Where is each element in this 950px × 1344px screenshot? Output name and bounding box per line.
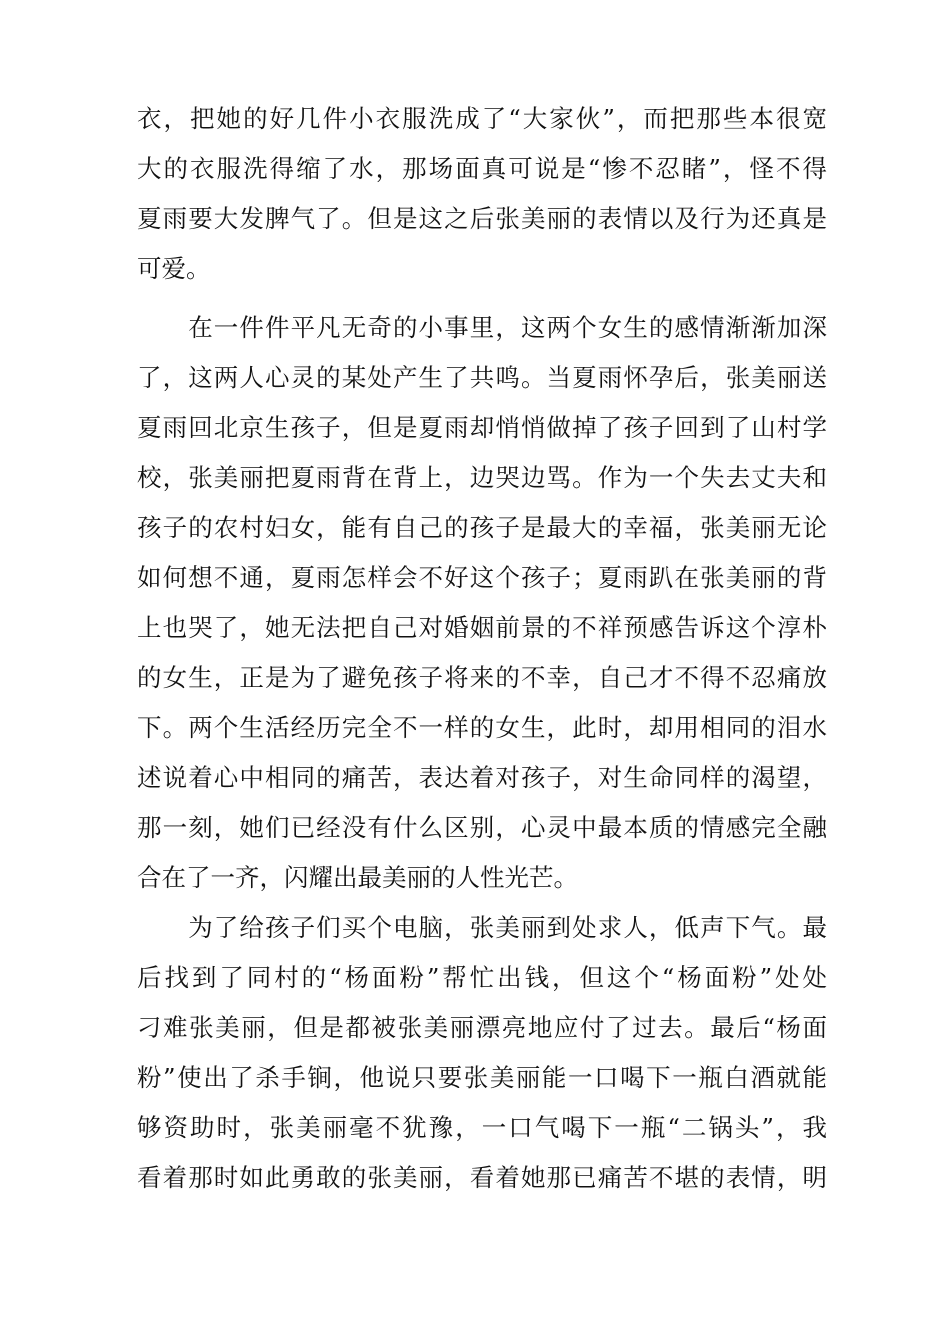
text-line: 如何想不通，夏雨怎样会不好这个孩子；夏雨趴在张美丽的背: [137, 563, 827, 592]
text-line: 合在了一齐，闪耀出最美丽的人性光芒。: [137, 863, 578, 892]
text-line: 为了给孩子们买个电脑，张美丽到处求人，低声下气。最: [137, 913, 827, 942]
text-line: 看着那时如此勇敢的张美丽，看着她那已痛苦不堪的表情，明: [137, 1163, 827, 1192]
text-line: 夏雨回北京生孩子，但是夏雨却悄悄做掉了孩子回到了山村学: [137, 413, 827, 442]
text-line: 了，这两人心灵的某处产生了共鸣。当夏雨怀孕后，张美丽送: [137, 363, 827, 392]
text-line: 孩子的农村妇女，能有自己的孩子是最大的幸福，张美丽无论: [137, 513, 827, 542]
text-line: 上也哭了，她无法把自己对婚姻前景的不祥预感告诉这个淳朴: [137, 613, 827, 642]
text-line: 校，张美丽把夏雨背在背上，边哭边骂。作为一个失去丈夫和: [137, 463, 827, 492]
text-line: 夏雨要大发脾气了。但是这之后张美丽的表情以及行为还真是: [137, 204, 827, 233]
text-line: 后找到了同村的“杨面粉”帮忙出钱，但这个“杨面粉”处处: [137, 963, 827, 992]
text-line: 大的衣服洗得缩了水，那场面真可说是“惨不忍睹”，怪不得: [137, 154, 827, 183]
text-line: 在一件件平凡无奇的小事里，这两个女生的感情渐渐加深: [137, 313, 827, 342]
text-line: 可爱。: [137, 254, 211, 283]
text-line: 的女生，正是为了避免孩子将来的不幸，自己才不得不忍痛放: [137, 663, 827, 692]
text-line: 够资助时，张美丽毫不犹豫，一口气喝下一瓶“二锅头”，我: [137, 1113, 827, 1142]
text-line: 衣，把她的好几件小衣服洗成了“大家伙”，而把那些本很宽: [137, 104, 827, 133]
text-line: 粉”使出了杀手锏，他说只要张美丽能一口喝下一瓶白酒就能: [137, 1063, 827, 1092]
text-line: 那一刻，她们已经没有什么区别，心灵中最本质的情感完全融: [137, 813, 827, 842]
text-line: 述说着心中相同的痛苦，表达着对孩子，对生命同样的渴望，: [137, 763, 827, 792]
text-line: 刁难张美丽，但是都被张美丽漂亮地应付了过去。最后“杨面: [137, 1013, 827, 1042]
text-line: 下。两个生活经历完全不一样的女生，此时，却用相同的泪水: [137, 713, 827, 742]
